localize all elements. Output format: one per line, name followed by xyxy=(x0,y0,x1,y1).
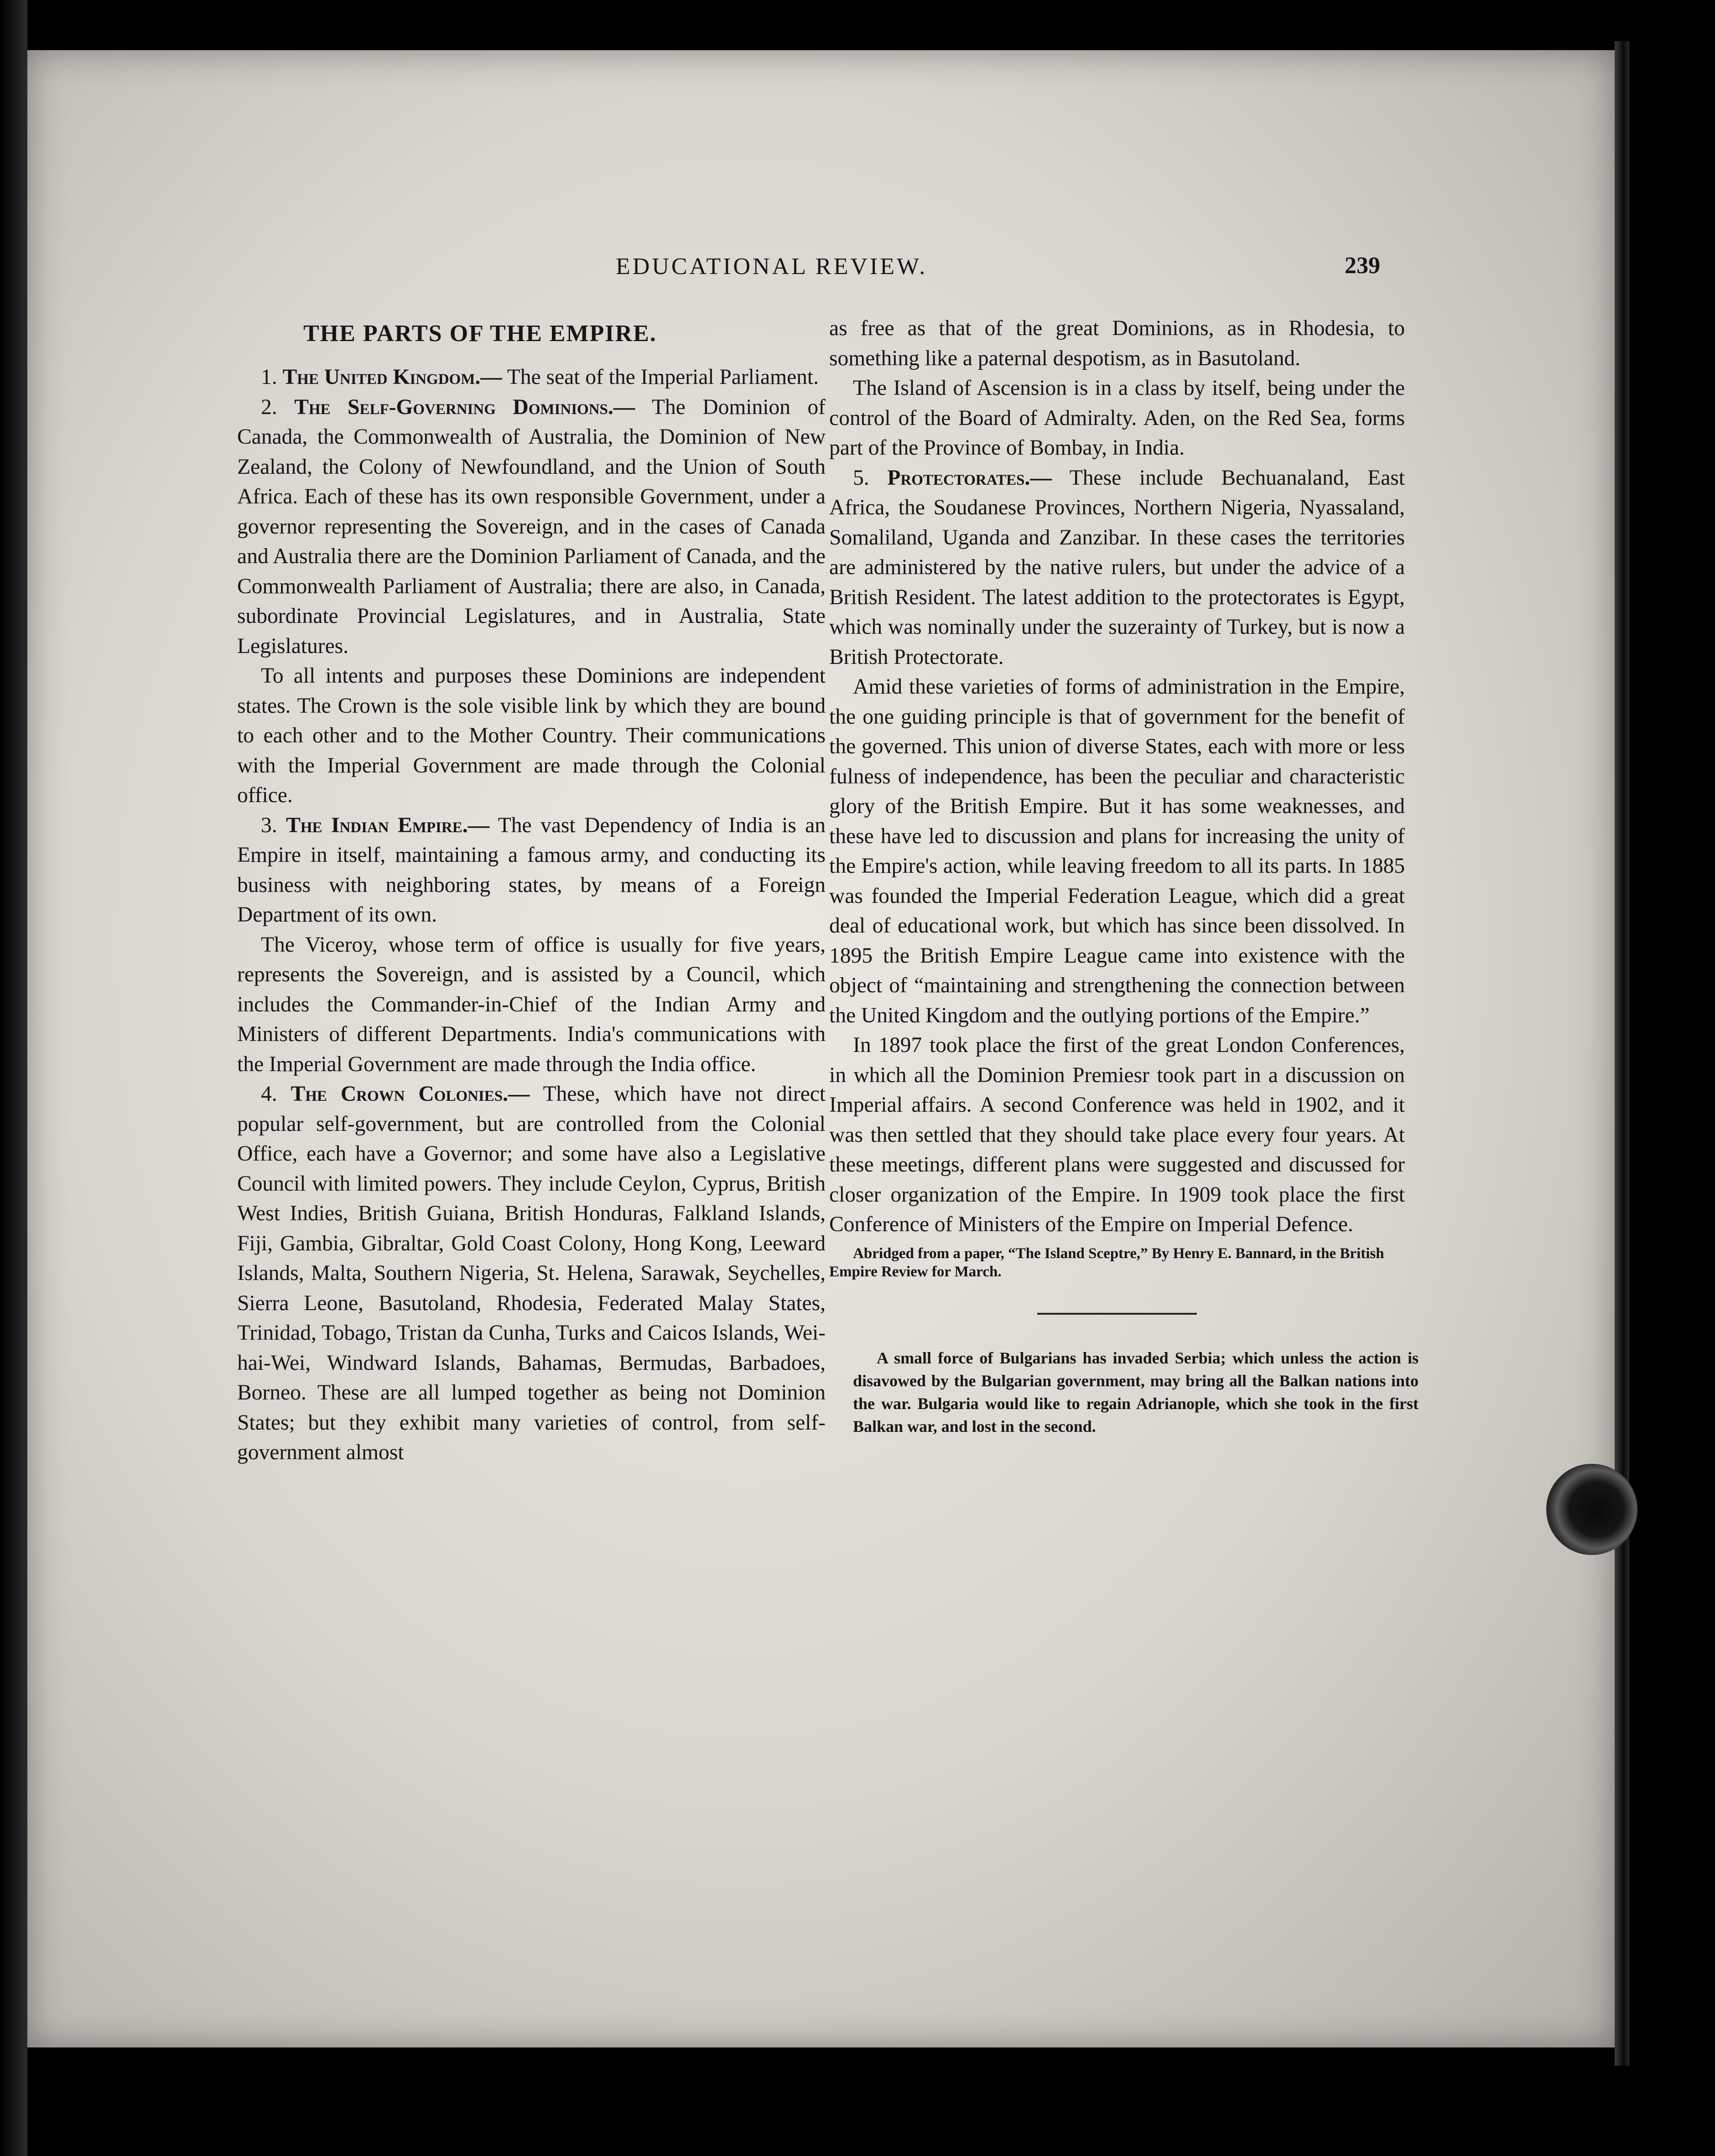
left-paragraphs xyxy=(237,363,826,1468)
right-column xyxy=(829,314,1419,1438)
section-number: 1. xyxy=(261,365,283,389)
left-paragraph-2 xyxy=(237,393,826,662)
section-heading: Protectorates.— xyxy=(887,466,1052,490)
paragraph-text: The Dominion of Canada, the Commonwealth of Australia, the Dominion of New Zealand, the Colony of Newfoundland, and the Union of South Africa. Each of these has its own responsible Government, under a governor representing the Sovereign, and in the cases of Canada and Australia there are the Dominion Parliament of Canada, and the Commonwealth Parliament of Australia; there are also, in Canada, subordinate Provincial Legislatures, and in Australia, State Legislatures. xyxy=(237,395,826,658)
section-number: 4. xyxy=(261,1082,291,1106)
left-paragraph-5 xyxy=(237,930,826,1080)
paragraph-text: These, which have not direct popular self-government, but are controlled from the Colonial Office, each have a Governor; and some have also a Legislative Council with limited powers. They include Ceylon, Cyprus, British West Indies, British Guiana, British Honduras, Falkland Islands, Fiji, Gambia, Gibraltar, Gold Coast Colony, Hong Kong, Leeward Islands, Malta, Southern Nigeria, St. Helena, Sarawak, Seychelles, Sierra Leone, Basutoland, Rhodesia, Federated Malay States, Trinidad, Tobago, Tristan da Cunha, Turks and Caicos Islands, Wei-hai-Wei, Windward Islands, Bahamas, Bermudas, Barbadoes, Borneo. These are all lumped together as being not Dominion States; but they exhibit many varieties of control, from self-government almost xyxy=(237,1082,826,1464)
paragraph-text: The Island of Ascension is in a class by itself, being under the control of the Board of Admiralty. Aden, on the Red Sea, forms part of the Province of Bombay, in India. xyxy=(829,376,1405,460)
page-edge xyxy=(1615,41,1629,2066)
right-paragraph-1 xyxy=(829,314,1405,373)
left-paragraph-3 xyxy=(237,661,826,811)
right-paragraphs xyxy=(829,314,1405,1240)
page-clip xyxy=(1546,1464,1637,1555)
running-head: EDUCATIONAL REVIEW. xyxy=(616,254,928,280)
right-paragraph-3 xyxy=(829,463,1405,673)
right-paragraph-4 xyxy=(829,672,1405,1031)
page-number: 239 xyxy=(1345,253,1380,279)
paragraph-text: Amid these varieties of forms of administration in the Empire, the one guiding principle is that of government for the benefit of the governed. This union of diverse States, each with more or less fulness of independence, has been the peculiar and characteristic glory of the British Empire. But it has some weaknesses, and these have led to discussion and plans for increasing the unity of the Empire's action, while leaving freedom to all its parts. In 1885 was founded the Imperial Federation League, which did a great deal of educational work, but which has since been dissolved. In 1895 the British Empire League came into existence with the object of “maintaining and strengthening the connection between the United Kingdom and the outlying portions of the Empire.” xyxy=(829,675,1405,1027)
left-paragraph-4 xyxy=(237,811,826,930)
paragraph-text: The seat of the Imperial Parliament. xyxy=(502,365,819,389)
paragraph-text: The Viceroy, whose term of office is usually for five years, represents the Sovereign, and is assisted by a Council, which includes the Commander-in-Chief of the Indian Army and Ministers of different Departments. India's communications with the Imperial Government are made through the India office. xyxy=(237,933,826,1076)
attribution: Abridged from a paper, “The Island Sceptre,” By Henry E. Bannard, in the British Empire Review for March. xyxy=(829,1245,1384,1280)
right-paragraph-2 xyxy=(829,373,1405,463)
paragraph-text: The vast Dependency of India is an Empire in itself, maintaining a famous army, and conducting its business with neighboring states, by means of a Foreign Department of its own. xyxy=(237,813,826,927)
section-heading: The Self-Governing Dominions.— xyxy=(294,395,635,419)
section-heading: The United Kingdom.— xyxy=(282,365,502,389)
book-binding xyxy=(0,0,27,2156)
right-paragraph-5 xyxy=(829,1031,1405,1240)
left-paragraph-1 xyxy=(237,363,826,393)
section-number: 5. xyxy=(853,466,888,490)
left-column xyxy=(237,318,826,1468)
left-paragraph-6 xyxy=(237,1079,826,1468)
section-heading: The Indian Empire.— xyxy=(286,813,490,837)
article-title: THE PARTS OF THE EMPIRE. xyxy=(303,321,657,347)
section-number: 3. xyxy=(261,813,286,837)
paragraph-text: To all intents and purposes these Dominions are independent states. The Crown is the sole visible link by which they are bound to each other and to the Mother Country. Their communications with the Imperial Government are made through the Colonial office. xyxy=(237,664,826,807)
paragraph-text: In 1897 took place the first of the great London Conferences, in which all the Dominion Premiesr took part in a discussion on Imperial affairs. A second Conference was held in 1902, and it was then settled that they should take place every four years. At these meetings, different plans were suggested and discussed for closer organization of the Empire. In 1909 took place the first Conference of Ministers of the Empire on Imperial Defence. xyxy=(829,1033,1405,1236)
news-note: A small force of Bulgarians has invaded Serbia; which unless the action is disavowed by the Bulgarian government, may bring all the Balkan nations into the war. Bulgaria would like to regain Adrianople, which she took in the first Balkan war, and lost in the second. xyxy=(853,1348,1419,1436)
paragraph-text: as free as that of the great Dominions, as in Rhodesia, to something like a paternal despotism, as in Basutoland. xyxy=(829,316,1405,370)
section-divider xyxy=(1037,1313,1197,1315)
section-number: 2. xyxy=(261,395,295,419)
section-heading: The Crown Colonies.— xyxy=(291,1082,530,1106)
paragraph-text: These include Bechuanaland, East Africa, the Soudanese Provinces, Northern Nigeria, Nyassaland, Somaliland, Uganda and Zanzibar. In these cases the territories are administered by the native rulers, but under the advice of a British Resident. The latest addition to the protectorates is Egypt, which was nominally under the suzerainty of Turkey, but is now a British Protectorate. xyxy=(829,466,1405,669)
